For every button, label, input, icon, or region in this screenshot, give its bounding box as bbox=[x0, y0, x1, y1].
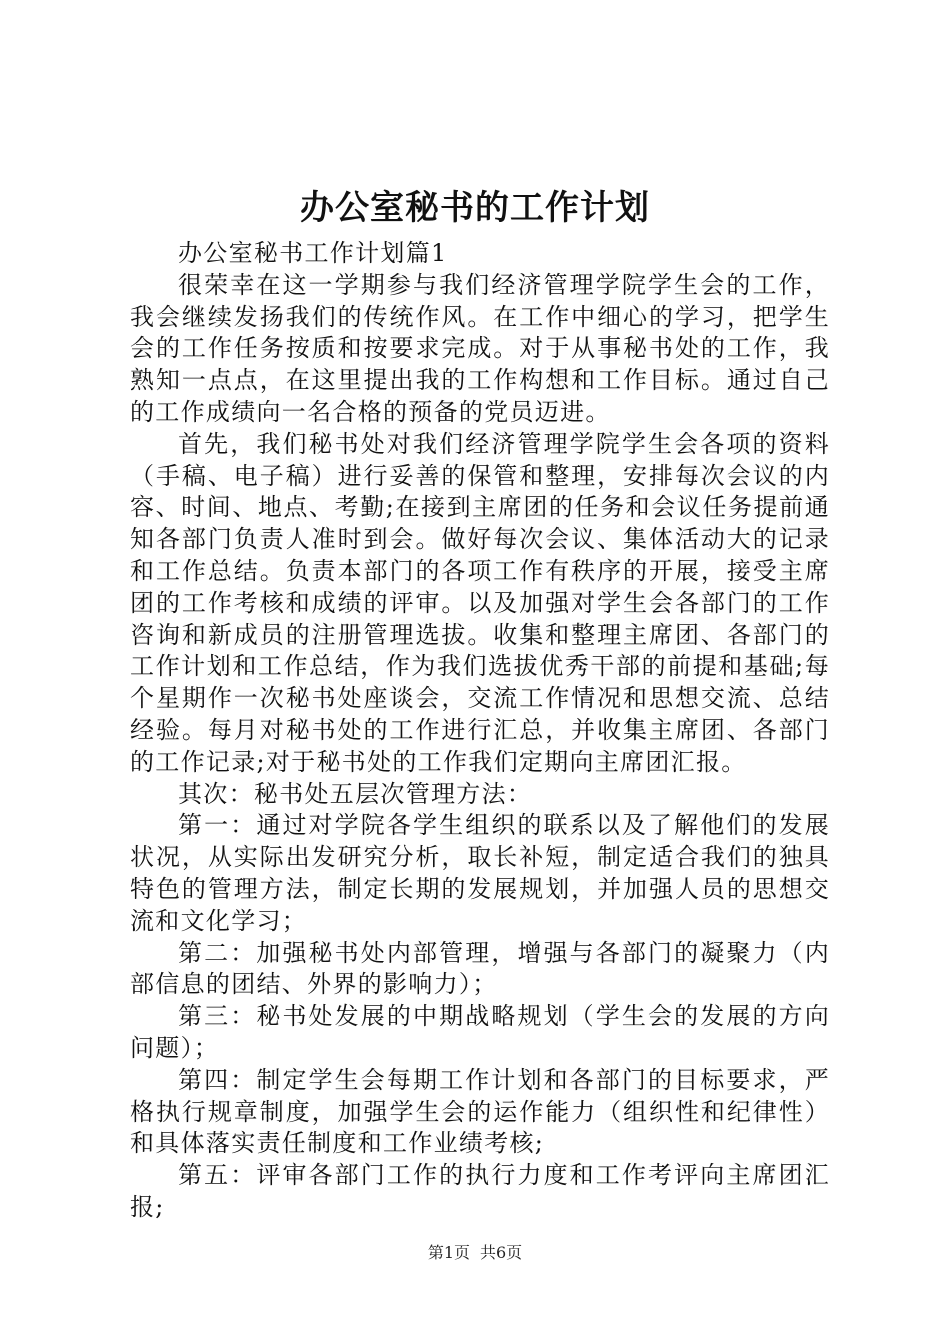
paragraph-intro: 很荣幸在这一学期参与我们经济管理学院学生会的工作，我会继续发扬我们的传统作风。在工作中细心的学习，把学生会的工作任务按质和按要求完成。对于从事秘书处的工作，我熟知一点点，在这里提出我的工作构想和工作目标。通过自己的工作成绩向一名合格的预备的党员迈进。 bbox=[130, 270, 830, 426]
document-title: 办公室秘书的工作计划 bbox=[300, 188, 650, 228]
list-item-two: 第二：加强秘书处内部管理，增强与各部门的凝聚力（内部信息的团结、外界的影响力）； bbox=[130, 938, 830, 999]
list-item-three: 第三：秘书处发展的中期战略规划（学生会的发展的方向问题）； bbox=[130, 1002, 830, 1062]
list-item-five: 第五：评审各部门工作的执行力度和工作考评向主席团汇报; bbox=[130, 1161, 830, 1221]
list-item-four: 第四：制定学生会每期工作计划和各部门的目标要求，严格执行规章制度，加强学生会的运作能力（组织性和纪律性）和具体落实责任制度和工作业绩考核; bbox=[130, 1065, 830, 1158]
document-body bbox=[130, 238, 830, 1224]
page-footer bbox=[0, 1242, 950, 1264]
list-item-one: 第一：通过对学院各学生组织的联系以及了解他们的发展状况，从实际出发研究分析，取长补短，制定适合我们的独具特色的管理方法，制定长期的发展规划，并加强人员的思想交流和文化学习； bbox=[130, 811, 830, 935]
paragraph-first: 首先，我们秘书处对我们经济管理学院学生会各项的资料（手稿、电子稿）进行妥善的保管和整理，安排每次会议的内容、时间、地点、考勤;在接到主席团的任务和会议任务提前通知各部门负责人准时到会。做好每次会议、集体活动大的记录和工作总结。负责本部门的各项工作有秩序的开展，接受主席团的工作考核和成绩的评审。以及加强对学生会各部门的工作咨询和新成员的注册管理选拔。收集和整理主席团、各部门的工作计划和工作总结，作为我们选拔优秀干部的前提和基础;每个星期作一次秘书处座谈会，交流工作情况和思想交流、总结经验。每月对秘书处的工作进行汇总，并收集主席团、各部门的工作记录;对于秘书处的工作我们定期向主席团汇报。 bbox=[130, 429, 830, 776]
paragraph-second-heading: 其次：秘书处五层次管理方法： bbox=[178, 779, 533, 808]
page-total: 共6页 bbox=[480, 1243, 523, 1262]
page-number: 第1页 bbox=[427, 1243, 470, 1262]
section-heading: 办公室秘书工作计划篇1 bbox=[178, 239, 448, 267]
